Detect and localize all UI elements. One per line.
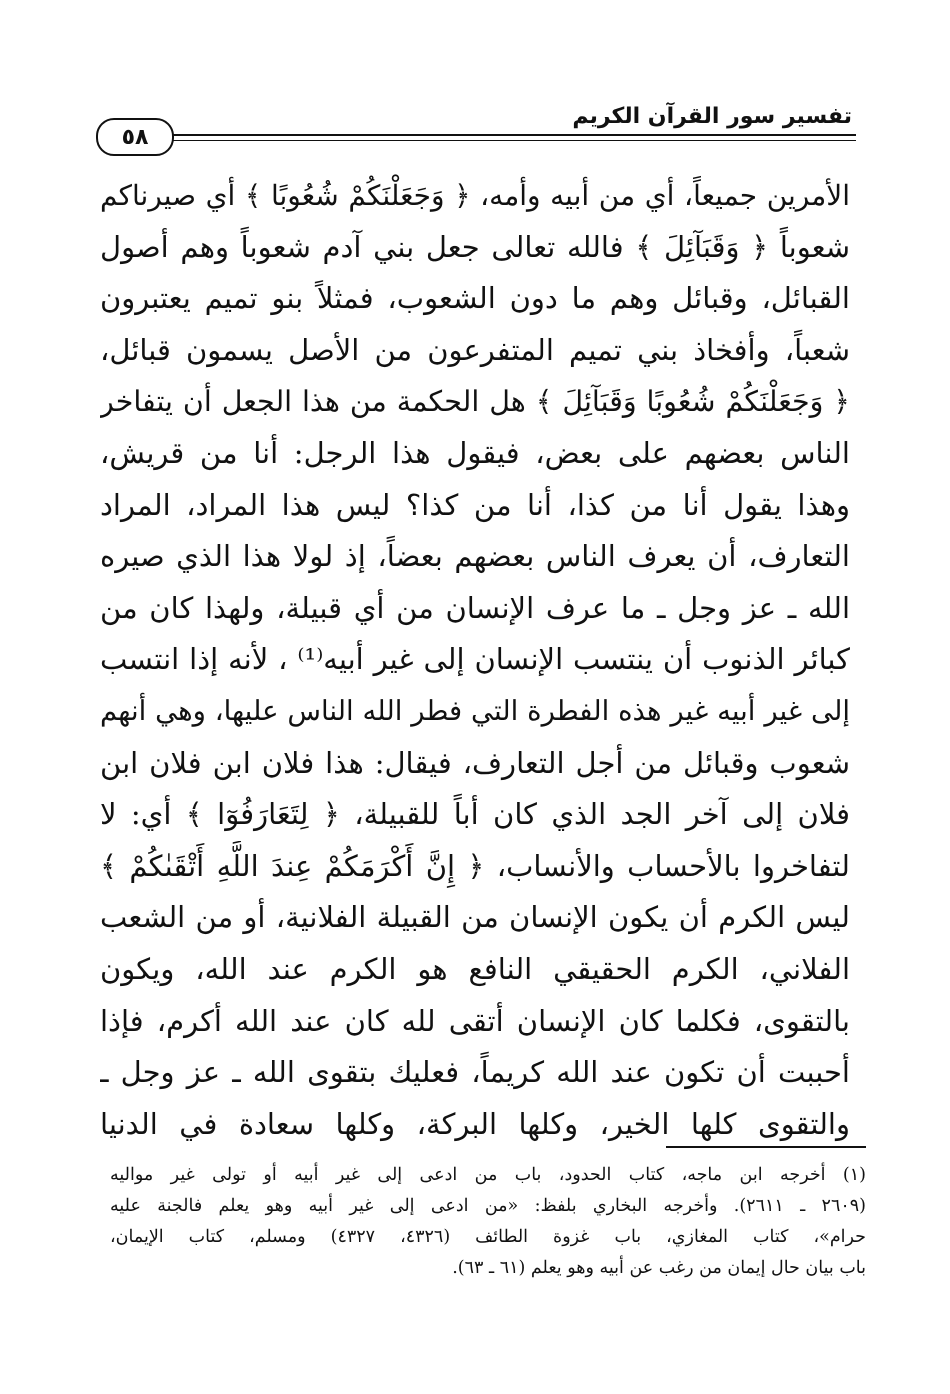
text-line: فلان إلى آخر الجد الذي كان أباً للقبيلة، ﴿ لِتَعَارَفُوٓا ﴾ أي: لا	[100, 797, 850, 832]
text-line: التعارف، أن يعرف الناس بعضهم بعضاً، إذ لولا هذا الذي صيره	[100, 539, 850, 574]
footnote-separator	[666, 1146, 866, 1148]
text-line: الله ـ عز وجل ـ ما عرف الإنسان من أي قبيلة، ولهذا كان من	[100, 590, 850, 625]
text-line: شعباً، وأفخاذ بني تميم المتفرعون من الأصل يسمون قبائل،	[100, 332, 850, 367]
body-text	[100, 170, 850, 1150]
text-line: لتفاخروا بالأحساب والأنساب، ﴿ إِنَّ أَكْرَمَكُمْ عِندَ اللَّهِ أَتْقَىٰكُمْ ﴾	[100, 848, 850, 883]
footnote-line: (٢٦٠٩ ـ ٢٦١١). وأخرجه البخاري بلفظ: «من ادعى إلى غير أبيه وهو يعلم فالجنة عليه	[110, 1196, 866, 1216]
footnote-line: (١) أخرجه ابن ماجه، كتاب الحدود، باب من ادعى إلى غير أبيه أو تولى غير مواليه	[110, 1165, 866, 1185]
text-line: الناس بعضهم على بعض، فيقول هذا الرجل: أنا من قريش،	[100, 435, 850, 470]
text-line: والتقوى كلها الخير، وكلها البركة، وكلها سعادة في الدنيا	[100, 1106, 850, 1141]
text-line: كبائر الذنوب أن ينتسب الإنسان إلى غير أبيه⁽¹⁾ ، لأنه إذا انتسب	[100, 642, 850, 677]
footnotes	[110, 1160, 866, 1284]
page-number-text: ٥٨	[121, 124, 149, 150]
text-line: القبائل، وقبائل وهم ما دون الشعوب، فمثلاً بنو تميم يعتبرون	[100, 281, 850, 316]
book-title: تفسير سور القرآن الكريم	[572, 104, 852, 129]
running-header	[96, 96, 856, 154]
text-line: إلى غير أبيه غير هذه الفطرة التي فطر الله الناس عليها، وهي أنهم	[100, 694, 850, 727]
text-line: شعوباً ﴿ وَقَبَآئِلَ ﴾ فالله تعالى جعل بني آدم شعوباً وهم أصول	[100, 229, 850, 264]
text-line: الأمرين جميعاً، أي من أبيه وأمه، ﴿ وَجَعَلْنَكُمْ شُعُوبًا ﴾ أي صيرناكم	[100, 179, 850, 212]
footnote-line: باب بيان حال إيمان من رغب عن أبيه وهو يعلم (٦١ ـ ٦٣).	[452, 1258, 866, 1278]
text-line: شعوب وقبائل من أجل التعارف، فيقال: هذا فلان ابن فلان ابن	[100, 745, 850, 780]
header-rule-thin	[172, 140, 856, 141]
text-line: الفلاني، الكرم الحقيقي النافع هو الكرم عند الله، ويكون	[100, 951, 850, 986]
text-line: ﴿ وَجَعَلْنَكُمْ شُعُوبًا وَقَبَآئِلَ ﴾ هل الحكمة من هذا الجعل أن يتفاخر	[100, 385, 850, 419]
text-line: ليس الكرم أن يكون الإنسان من القبيلة الفلانية، أو من الشعب	[100, 900, 850, 935]
text-line: أحببت أن تكون عند الله كريماً، فعليك بتقوى الله ـ عز وجل ـ	[100, 1055, 850, 1090]
footnote-line: حرام»، كتاب المغازي، باب غزوة الطائف (٤٣٢٦، ٤٣٢٧) ومسلم، كتاب الإيمان،	[110, 1227, 866, 1247]
page-number	[96, 118, 174, 156]
text-line: بالتقوى، فكلما كان الإنسان أتقى لله كان عند الله أكرم، فإذا	[100, 1003, 850, 1038]
text-line: وهذا يقول أنا من كذا، أنا من كذا؟ ليس هذا المراد، المراد	[100, 487, 850, 522]
header-rule	[172, 134, 856, 136]
